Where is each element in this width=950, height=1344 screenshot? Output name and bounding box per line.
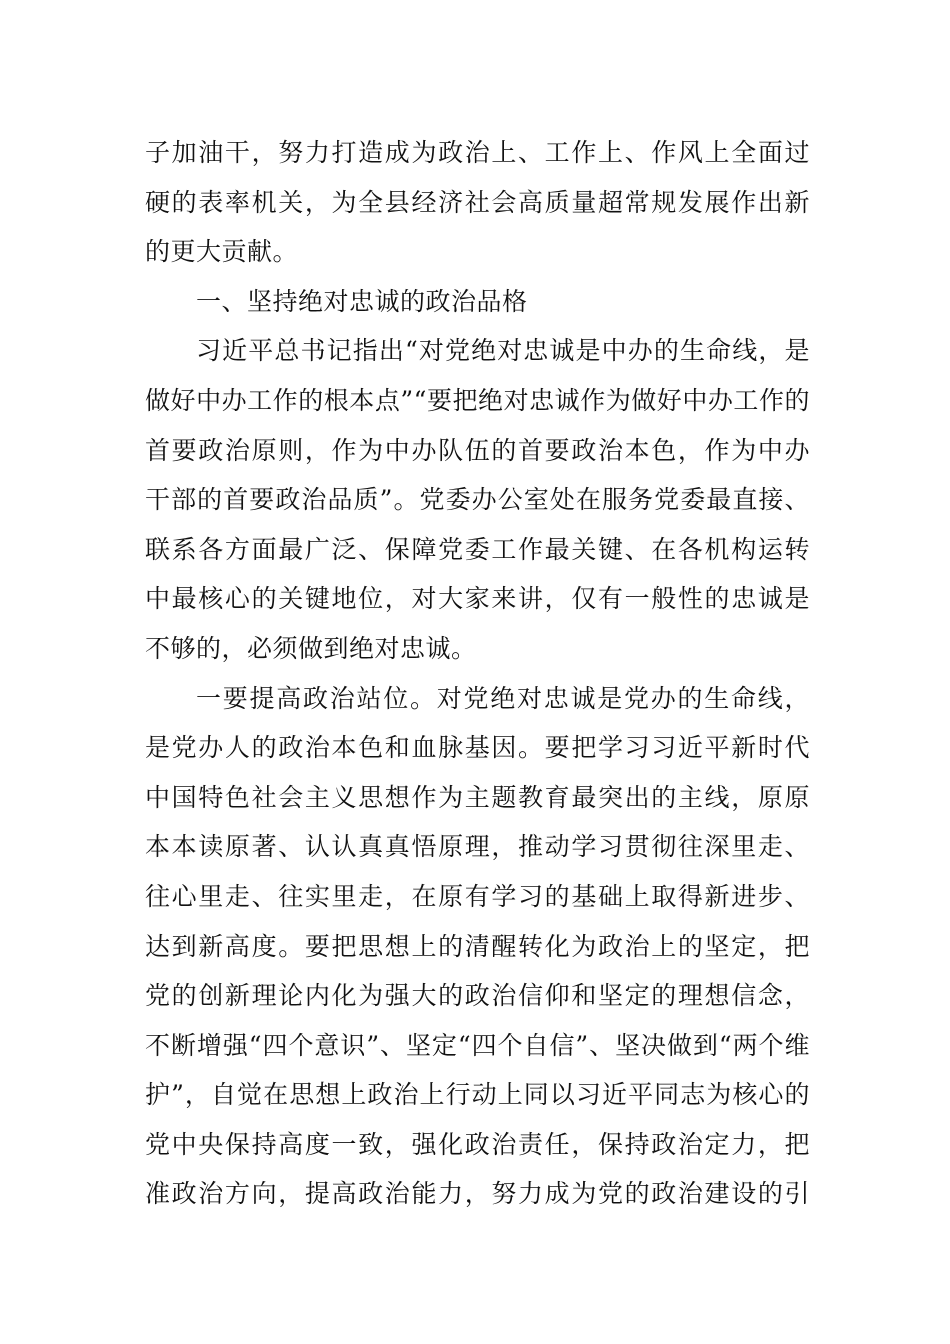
text-line: 干部的首要政治品质”。党委办公室处在服务党委最直接、 <box>145 485 810 515</box>
text-line: 习近平总书记指出“对党绝对忠诚是中办的生命线，是 <box>196 336 810 366</box>
text-line: 中最核心的关键地位，对大家来讲，仅有一般性的忠诚是 <box>145 584 810 614</box>
text-line: 达到新高度。要把思想上的清醒转化为政治上的坚定，把 <box>145 931 810 961</box>
text-line: 一、坚持绝对忠诚的政治品格 <box>196 286 528 316</box>
text-line: 本本读原著、认认真真悟原理，推动学习贯彻往深里走、 <box>145 832 810 862</box>
text-line: 不断增强“四个意识”、坚定“四个自信”、坚决做到“两个维 <box>145 1030 810 1060</box>
body-text <box>145 128 810 1219</box>
text-line: 党中央保持高度一致，强化政治责任，保持政治定力，把 <box>145 1129 810 1159</box>
text-line: 做好中办工作的根本点”“要把绝对忠诚作为做好中办工作的 <box>145 385 810 415</box>
text-line: 首要政治原则，作为中办队伍的首要政治本色，作为中办 <box>145 435 810 465</box>
text-line: 子加油干，努力打造成为政治上、工作上、作风上全面过 <box>145 138 810 167</box>
text-line: 准政治方向，提高政治能力，努力成为党的政治建设的引 <box>145 1179 810 1209</box>
text-line: 硬的表率机关，为全县经济社会高质量超常规发展作出新 <box>145 187 810 217</box>
text-line: 往心里走、往实里走，在原有学习的基础上取得新进步、 <box>145 881 810 911</box>
text-line: 不够的，必须做到绝对忠诚。 <box>145 633 477 663</box>
text-line: 是党办人的政治本色和血脉基因。要把学习习近平新时代 <box>145 733 810 763</box>
text-line: 联系各方面最广泛、保障党委工作最关键、在各机构运转 <box>145 534 810 564</box>
text-line: 一要提高政治站位。对党绝对忠诚是党办的生命线， <box>196 683 810 713</box>
text-line: 中国特色社会主义思想作为主题教育最突出的主线，原原 <box>145 782 810 812</box>
text-line: 的更大贡献。 <box>145 237 299 267</box>
text-line: 党的创新理论内化为强大的政治信仰和坚定的理想信念， <box>145 981 810 1011</box>
text-line: 护”，自觉在思想上政治上行动上同以习近平同志为核心的 <box>145 1080 810 1110</box>
